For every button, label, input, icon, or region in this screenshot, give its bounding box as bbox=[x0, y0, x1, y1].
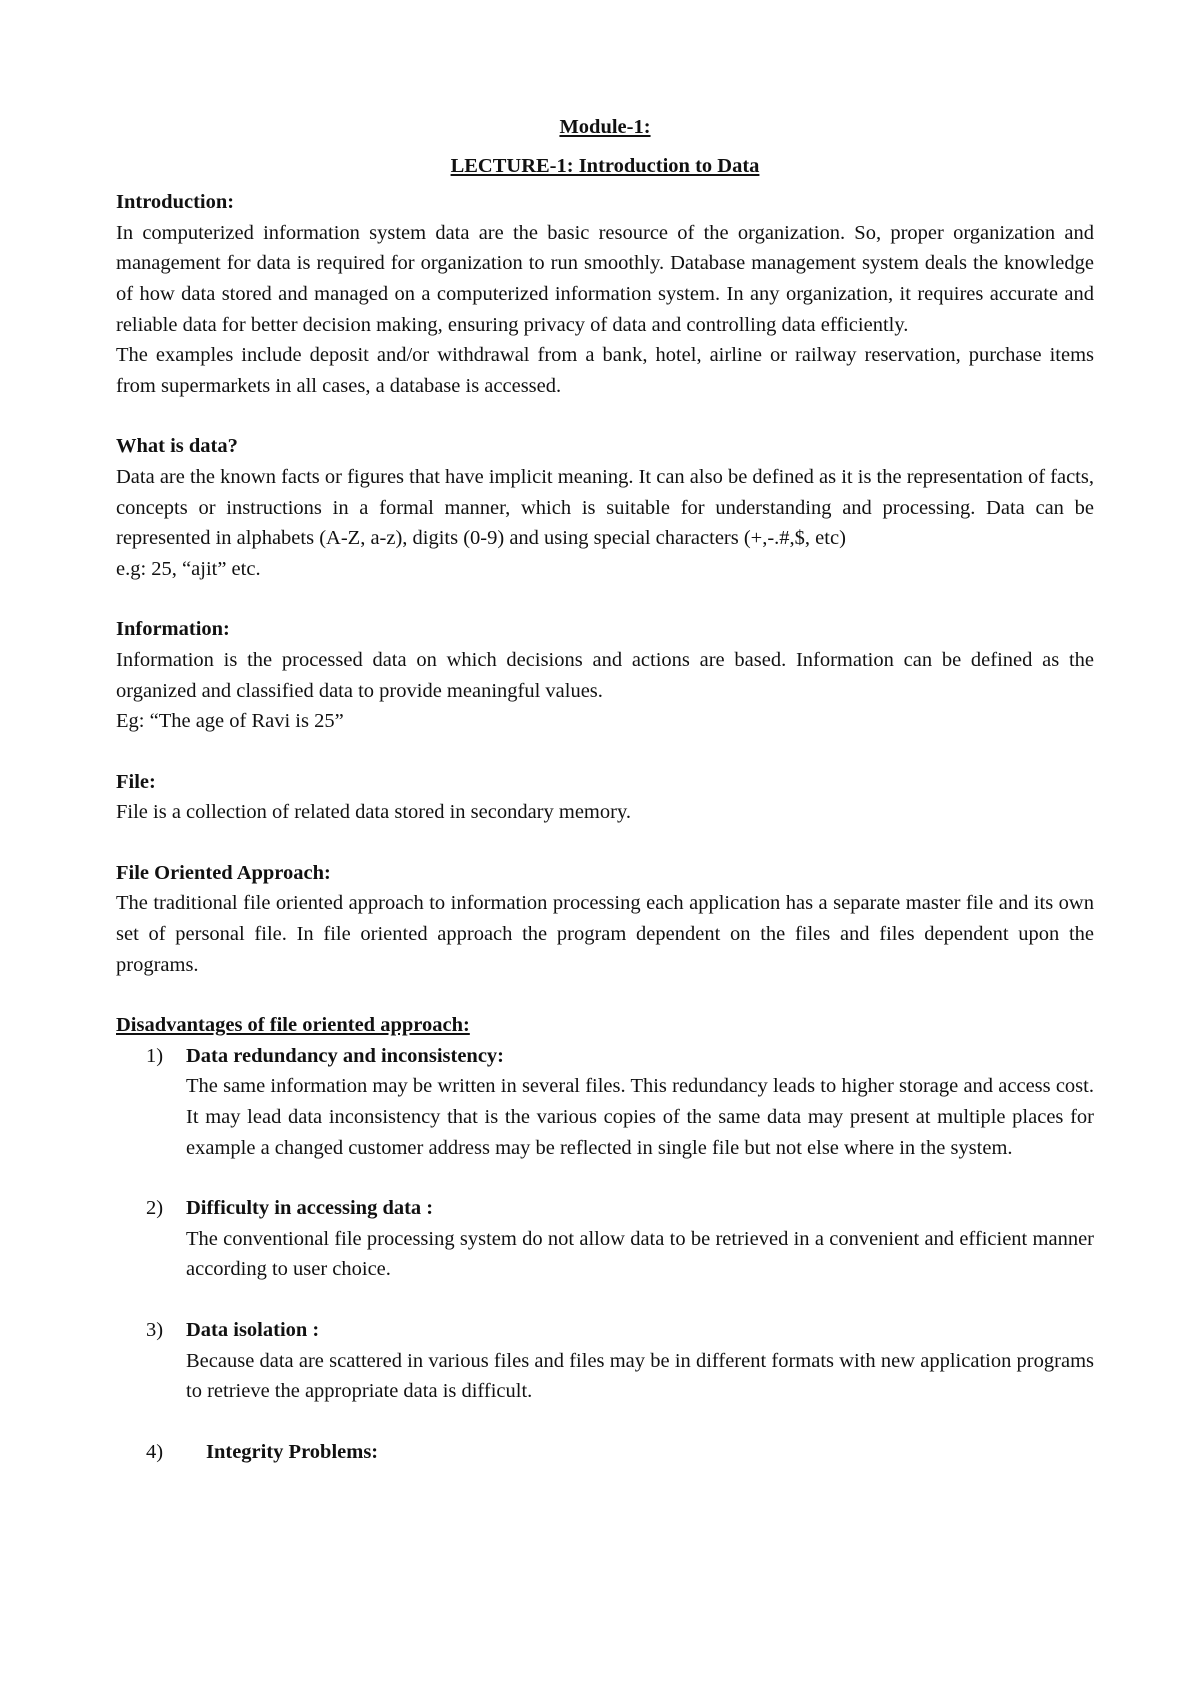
introduction-examples: The examples include deposit and/or withdrawal from a bank, hotel, airline or railway reservation, purchase items from supermarkets in all cases, a database is accessed. bbox=[116, 344, 1094, 397]
list-item bbox=[116, 1437, 1094, 1468]
list-number: 2) bbox=[146, 1197, 164, 1220]
disadvantages-heading: Disadvantages of file oriented approach: bbox=[116, 1014, 470, 1037]
data-paragraph: Data are the known facts or figures that have implicit meaning. It can also be defined as it is the representation of facts, concepts or instructions in a formal manner, which is suitable for understanding and processing. Data can be represented in alphabets (A-Z, a-z), digits (0-9) and using special characters (+,-.#,$, etc) bbox=[116, 465, 1094, 550]
data-example: e.g: 25, “ajit” etc. bbox=[116, 557, 261, 580]
information-paragraph: Information is the processed data on which decisions and actions are based. Information can be defined as the organized and classified data to provide meaningful values. bbox=[116, 648, 1094, 702]
information-example: Eg: “The age of Ravi is 25” bbox=[116, 710, 344, 733]
list-item-body: Because data are scattered in various files and files may be in different formats with new application programs to retrieve the appropriate data is difficult. bbox=[186, 1349, 1094, 1403]
list-item-title: Difficulty in accessing data : bbox=[186, 1197, 434, 1220]
file-oriented-heading: File Oriented Approach: bbox=[116, 861, 331, 884]
file-oriented-paragraph: The traditional file oriented approach to information processing each application has a separate master file and its own set of personal file. In file oriented approach the program dependent on the files and files dependent upon the programs. bbox=[116, 892, 1094, 976]
list-item bbox=[116, 1041, 1094, 1163]
list-item bbox=[116, 1315, 1094, 1407]
data-heading: What is data? bbox=[116, 435, 238, 458]
introduction-heading: Introduction: bbox=[116, 191, 235, 214]
file-heading: File: bbox=[116, 770, 156, 793]
document-page bbox=[116, 112, 1094, 1467]
list-item-title: Data redundancy and inconsistency: bbox=[186, 1044, 504, 1067]
list-number: 1) bbox=[146, 1044, 164, 1067]
list-item-body: The same information may be written in several files. This redundancy leads to higher storage and access cost. It may lead data inconsistency that is the various copies of the same data may present at multiple places for example a changed customer address may be reflected in single file but not else where in the system. bbox=[186, 1075, 1094, 1159]
list-item-title: Integrity Problems: bbox=[206, 1440, 379, 1463]
list-item-body: The conventional file processing system do not allow data to be retrieved in a convenient and efficient manner according to user choice. bbox=[186, 1227, 1094, 1281]
list-number: 4) bbox=[146, 1440, 164, 1463]
information-heading: Information: bbox=[116, 618, 230, 641]
list-item bbox=[116, 1193, 1094, 1285]
file-paragraph: File is a collection of related data stored in secondary memory. bbox=[116, 801, 631, 824]
list-number: 3) bbox=[146, 1319, 164, 1341]
list-item-title: Data isolation : bbox=[186, 1319, 320, 1341]
module-title: Module-1: bbox=[559, 116, 651, 138]
lecture-title: LECTURE-1: Introduction to Data bbox=[450, 154, 760, 177]
introduction-paragraph: In computerized information system data are the basic resource of the organization. So, proper organization and management for data is required for organization to run smoothly. Database management system deals the knowledge of how data stored and managed on a computerized information system. In any organization, it requires accurate and reliable data for better decision making, ensuring privacy of data and controlling data efficiently. bbox=[116, 221, 1094, 336]
